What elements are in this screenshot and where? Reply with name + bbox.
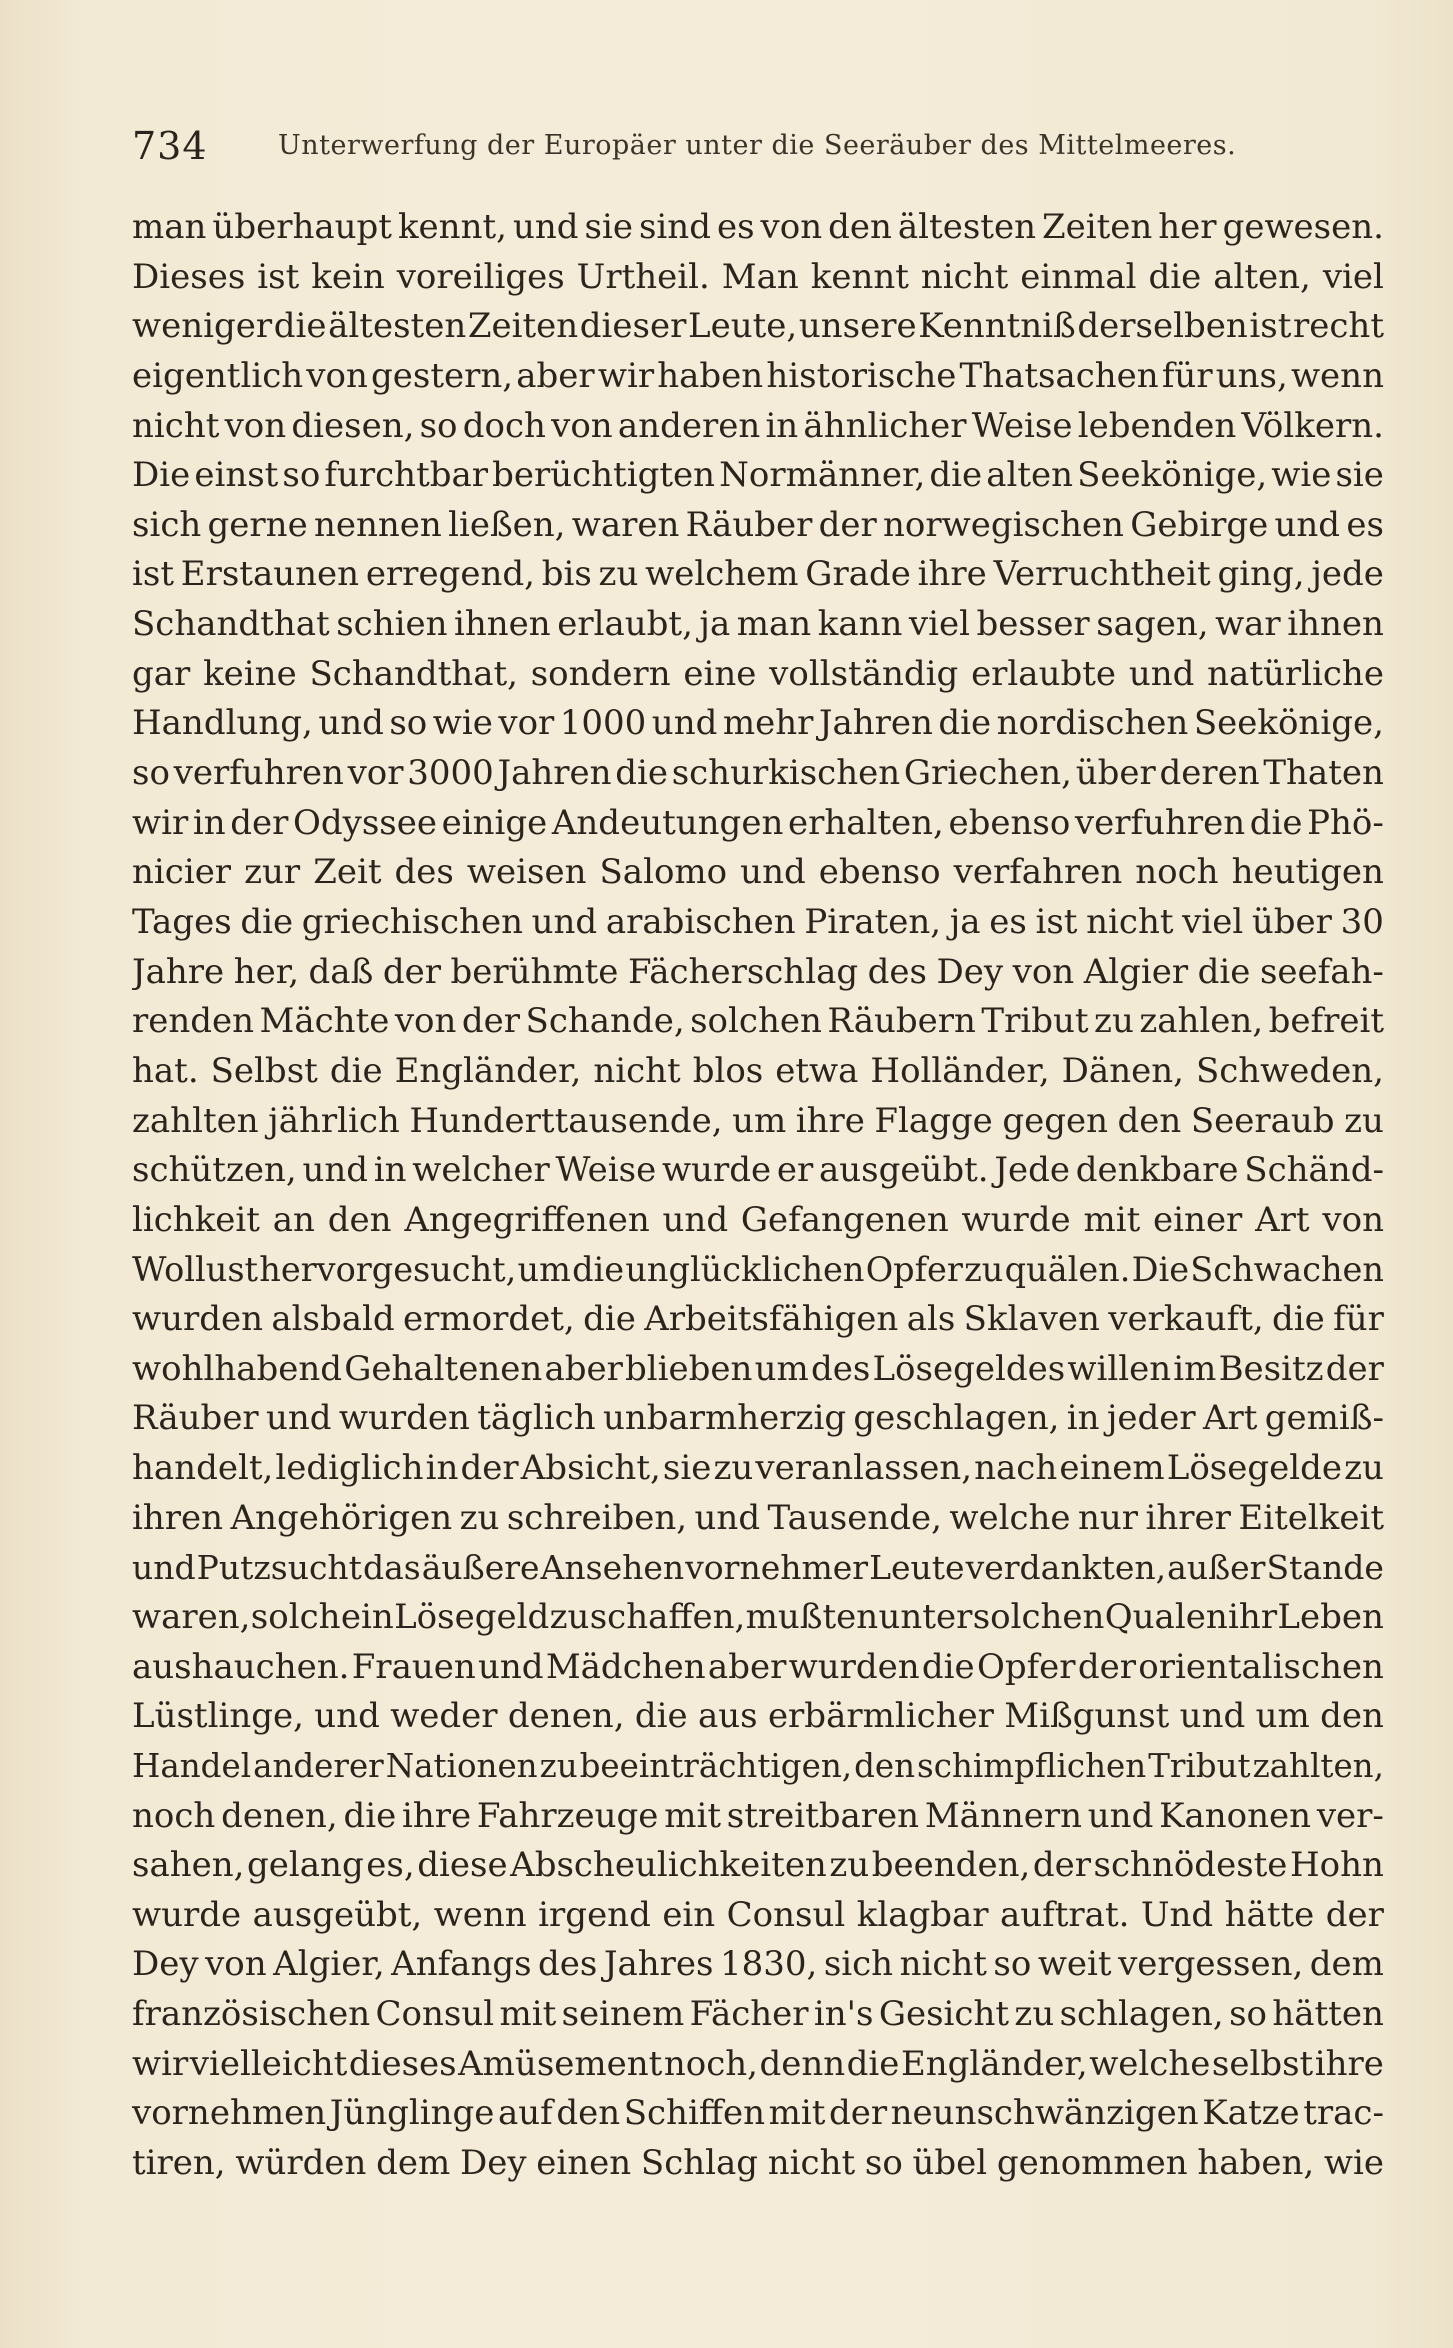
text-line: zahlten jährlich Hunderttausende, um ihre Flagge gegen den Seeraub zu (132, 1100, 1384, 1141)
text-line: Dieses ist kein voreiliges Urtheil. Man kennt nicht einmal die alten, viel (132, 256, 1384, 297)
text-line: Jahre her, daß der berühmte Fächerschlag des Dey von Algier die seefah- (132, 951, 1384, 992)
text-line: französischen Consul mit seinem Fächer in's Gesicht zu schlagen, so hätten (132, 1994, 1384, 2035)
text-line: renden Mächte von der Schande, solchen Räubern Tribut zu zahlen, befreit (132, 1001, 1384, 1042)
text-line: lichkeit an den Angegriffenen und Gefangenen wurde mit einer Art von (132, 1199, 1384, 1240)
text-line: Räuber und wurden täglich unbarmherzig geschlagen, in jeder Art gemiß- (132, 1398, 1384, 1439)
text-line: ist Erstaunen erregend, bis zu welchem Grade ihre Verruchtheit ging, jede (132, 554, 1384, 595)
text-line: sahen, gelang es, diese Abscheulichkeiten zu beenden, der schnödeste Hohn (132, 1845, 1384, 1886)
text-line: wurden alsbald ermordet, die Arbeitsfähigen als Sklaven verkauft, die für (132, 1299, 1384, 1340)
text-line: man überhaupt kennt, und sie sind es von den ältesten Zeiten her gewesen. (132, 207, 1384, 247)
text-line: und Putzsucht das äußere Ansehen vornehmer Leute verdankten, außer Stande (132, 1548, 1384, 1588)
text-line: wir in der Odyssee einige Andeutungen erhalten, ebenso verfuhren die Phö- (132, 802, 1384, 843)
text-line: ihren Angehörigen zu schreiben, und Tausende, welche nur ihrer Eitelkeit (132, 1497, 1384, 1538)
text-line: aushauchen. Frauen und Mädchen aber wurden die Opfer der orientalischen (132, 1646, 1384, 1687)
text-line: Dey von Algier, Anfangs des Jahres 1830, sich nicht so weit vergessen, dem (132, 1944, 1384, 1985)
running-head: Unterwerfung der Europäer unter die Seeräuber des Mittelmeeres. (278, 130, 1237, 161)
text-line: Die einst so furchtbar berüchtigten Normänner, die alten Seekönige, wie sie (132, 455, 1384, 496)
text-line: handelt, lediglich in der Absicht, sie zu veranlassen, nach einem Lösegelde zu (132, 1448, 1384, 1489)
text-line: noch denen, die ihre Fahrzeuge mit streitbaren Männern und Kanonen ver- (132, 1795, 1384, 1836)
text-line: tiren, würden dem Dey einen Schlag nicht so übel genommen haben, wie (132, 2142, 1384, 2183)
text-line: sich gerne nennen ließen, waren Räuber der norwegischen Gebirge und es (132, 504, 1384, 545)
text-line: nicht von diesen, so doch von anderen in ähnlicher Weise lebenden Völkern. (132, 405, 1384, 446)
text-line: wohlhabend Gehaltenen aber blieben um des Lösegeldes willen im Besitz der (132, 1348, 1384, 1389)
text-line: wurde ausgeübt, wenn irgend ein Consul klagbar auftrat. Und hätte der (132, 1894, 1384, 1935)
text-line: vornehmen Jünglinge auf den Schiffen mit der neunschwänzigen Katze trac- (132, 2093, 1384, 2134)
text-line: hat. Selbst die Engländer, nicht blos etwa Holländer, Dänen, Schweden, (132, 1050, 1384, 1091)
text-line: waren, solch ein Lösegeld zu schaffen, mußten unter solchen Qualen ihr Leben (132, 1596, 1384, 1637)
text-line: wir vielleicht dieses Amüsement noch, denn die Engländer, welche selbst ihre (132, 2043, 1384, 2084)
page-number: 734 (132, 124, 208, 168)
page-header (132, 120, 1282, 170)
text-line: Handel anderer Nationen zu beeinträchtigen, den schimpflichen Tribut zahlten, (132, 1746, 1384, 1785)
text-line: Lüstlinge, und weder denen, die aus erbärmlicher Mißgunst und um den (132, 1696, 1384, 1737)
body-text (132, 203, 1384, 2189)
text-line: Schandthat schien ihnen erlaubt, ja man kann viel besser sagen, war ihnen (132, 604, 1384, 645)
text-line: Handlung, und so wie vor 1000 und mehr Jahren die nordischen Seekönige, (132, 703, 1384, 744)
text-line: so verfuhren vor 3000 Jahren die schurkischen Griechen, über deren Thaten (132, 753, 1384, 794)
text-line: gar keine Schandthat, sondern eine vollständig erlaubte und natürliche (132, 653, 1384, 694)
text-line: Wollust hervorgesucht, um die unglücklichen Opfer zu quälen. Die Schwachen (132, 1250, 1384, 1290)
text-line: Tages die griechischen und arabischen Piraten, ja es ist nicht viel über 30 (132, 901, 1384, 942)
text-line: nicier zur Zeit des weisen Salomo und ebenso verfahren noch heutigen (132, 852, 1384, 893)
text-line: schützen, und in welcher Weise wurde er ausgeübt. Jede denkbare Schänd- (132, 1150, 1384, 1191)
text-line: weniger die ältesten Zeiten dieser Leute, unsere Kenntniß derselben ist recht (132, 306, 1384, 347)
text-line: eigentlich von gestern, aber wir haben historische Thatsachen für uns, wenn (132, 355, 1384, 396)
